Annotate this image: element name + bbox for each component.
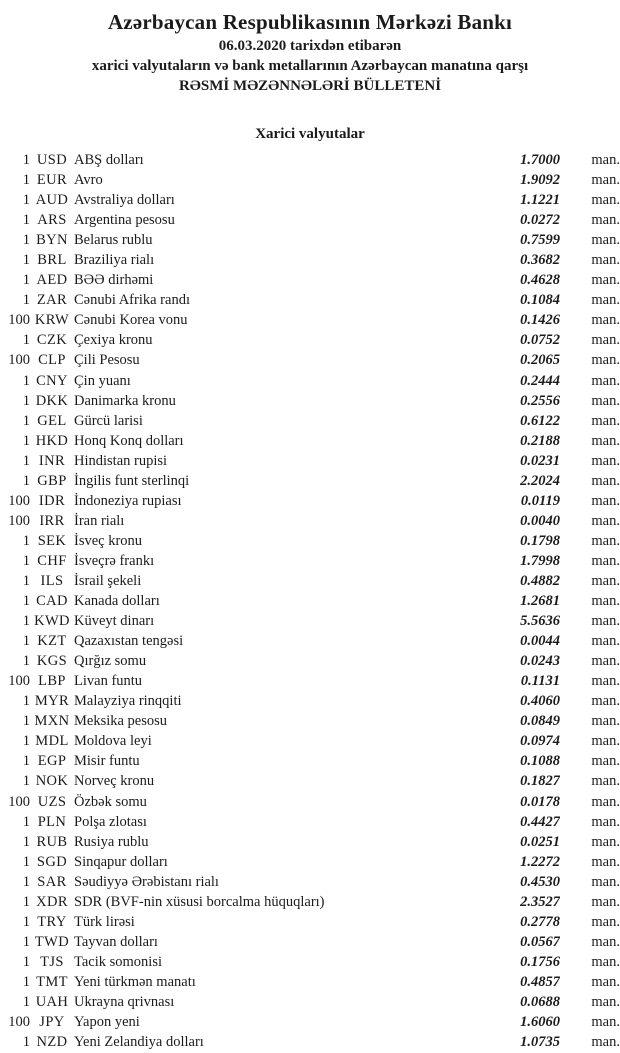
currency-code: UAH: [35, 993, 69, 1010]
unit-label: man.: [591, 272, 620, 289]
rate-row: [0, 832, 620, 852]
currency-code: ARS: [37, 212, 67, 229]
currency-name: Misir funtu: [74, 753, 140, 770]
rate-row: [0, 932, 620, 952]
rate-value: 1.9092: [520, 172, 560, 189]
rate-row: [0, 491, 620, 511]
unit-label: man.: [591, 372, 620, 389]
currency-code: JPY: [39, 1014, 65, 1031]
unit-label: man.: [591, 773, 620, 790]
unit-label: man.: [591, 893, 620, 910]
exchange-rates-table: [0, 150, 620, 1052]
currency-name: Türk lirəsi: [74, 913, 135, 930]
currency-code: ZAR: [36, 292, 68, 309]
bank-title: Azərbaycan Respublikasının Mərkəzi Bankı: [107, 10, 513, 34]
currency-code: TRY: [37, 913, 67, 930]
currency-code: DKK: [35, 392, 69, 409]
currency-code: BRL: [37, 252, 67, 269]
unit-label: man.: [591, 933, 620, 950]
rate-row: [0, 230, 620, 250]
currency-code: XDR: [36, 893, 68, 910]
currency-name: Çexiya kronu: [74, 332, 153, 349]
currency-name: İndoneziya rupiası: [74, 492, 182, 509]
currency-quantity: 1: [22, 532, 30, 549]
unit-label: man.: [591, 953, 620, 970]
currency-quantity: 1: [22, 873, 30, 890]
currency-quantity: 1: [22, 152, 30, 168]
currency-quantity: 1: [22, 973, 30, 990]
unit-label: man.: [591, 492, 620, 509]
currency-code: INR: [38, 452, 66, 469]
unit-label: man.: [591, 252, 620, 269]
currency-quantity: 1: [22, 1034, 30, 1051]
rate-row: [0, 912, 620, 932]
currency-name: Qazaxıstan tengəsi: [74, 633, 184, 650]
currency-code: KRW: [34, 312, 70, 329]
currency-name: Malayziya rinqqiti: [74, 693, 182, 710]
rate-value: 0.0251: [520, 833, 560, 850]
currency-code: AUD: [35, 192, 69, 209]
currency-quantity: 1: [22, 232, 30, 249]
currency-code: RUB: [36, 833, 68, 850]
unit-label: man.: [591, 693, 620, 710]
rate-row: [0, 391, 620, 411]
rate-row: [0, 350, 620, 370]
rate-value: 0.0243: [520, 653, 560, 670]
currency-name: Yapon yeni: [74, 1014, 140, 1031]
rate-value: 0.1426: [520, 312, 560, 329]
unit-label: man.: [591, 432, 620, 449]
unit-label: man.: [591, 593, 620, 610]
currency-quantity: 1: [22, 753, 30, 770]
rate-value: 2.2024: [520, 472, 560, 489]
currency-name: Moldova leyi: [74, 733, 152, 750]
rate-row: [0, 250, 620, 270]
unit-label: man.: [591, 572, 620, 589]
rate-row: [0, 210, 620, 230]
unit-label: man.: [591, 472, 620, 489]
rate-row: [0, 571, 620, 591]
currency-quantity: 1: [22, 252, 30, 269]
rate-value: 1.7000: [520, 152, 560, 168]
rate-value: 0.3682: [520, 252, 560, 269]
rate-row: [0, 892, 620, 912]
rate-value: 0.0044: [520, 633, 560, 650]
rate-value: 0.1131: [520, 673, 560, 690]
currency-name: Braziliya rialı: [74, 252, 155, 269]
unit-label: man.: [591, 1014, 620, 1031]
currency-quantity: 1: [22, 412, 30, 429]
rate-value: 0.2778: [520, 913, 560, 930]
unit-label: man.: [591, 1034, 620, 1051]
currency-code: IRR: [39, 512, 65, 529]
currency-name: Honq Konq dolları: [74, 432, 184, 449]
rate-row: [0, 651, 620, 671]
rate-value: 0.0272: [520, 212, 560, 229]
currency-code: KWD: [34, 613, 70, 630]
currency-name: İran rialı: [74, 512, 125, 529]
currency-quantity: 100: [8, 793, 30, 810]
currency-quantity: 1: [22, 953, 30, 970]
currency-name: Norveç kronu: [74, 773, 155, 790]
rate-value: 0.0688: [520, 993, 560, 1010]
rate-value: 1.6060: [520, 1014, 560, 1031]
currency-quantity: 1: [22, 893, 30, 910]
currency-name: Sinqapur dolları: [74, 853, 168, 870]
currency-name: İsrail şekeli: [74, 572, 142, 589]
unit-label: man.: [591, 192, 620, 209]
currency-quantity: 1: [22, 192, 30, 209]
currency-name: SDR (BVF-nin xüsusi borcalma hüquqları): [74, 893, 325, 910]
rate-value: 0.2188: [520, 432, 560, 449]
currency-quantity: 1: [22, 452, 30, 469]
rate-value: 2.3527: [520, 893, 560, 910]
currency-code: TWD: [34, 933, 70, 950]
currency-quantity: 1: [22, 993, 30, 1010]
currency-name: Belarus rublu: [74, 232, 153, 249]
currency-code: BYN: [36, 232, 68, 249]
currency-code: USD: [36, 152, 68, 168]
rate-row: [0, 310, 620, 330]
currency-quantity: 1: [22, 572, 30, 589]
rate-value: 0.1827: [520, 773, 560, 790]
currency-quantity: 1: [22, 472, 30, 489]
unit-label: man.: [591, 653, 620, 670]
currency-code: CAD: [36, 593, 68, 610]
currency-code: EUR: [36, 172, 68, 189]
rate-row: [0, 170, 620, 190]
rate-value: 1.1221: [520, 192, 560, 209]
currency-name: Qırğız somu: [74, 653, 147, 670]
rate-value: 0.0974: [520, 733, 560, 750]
currency-name: Özbək somu: [74, 793, 147, 810]
currency-code: TJS: [40, 953, 64, 970]
unit-label: man.: [591, 673, 620, 690]
currency-name: BƏƏ dirhəmi: [74, 272, 154, 289]
rate-row: [0, 431, 620, 451]
currency-name: Argentina pesosu: [74, 212, 175, 229]
currency-code: EGP: [37, 753, 67, 770]
rates-table-body: [0, 150, 620, 1052]
currency-quantity: 1: [22, 633, 30, 650]
currency-quantity: 100: [8, 352, 30, 369]
currency-name: ABŞ dolları: [74, 152, 144, 168]
rate-row: [0, 771, 620, 791]
currency-quantity: 100: [8, 312, 30, 329]
unit-label: man.: [591, 833, 620, 850]
unit-label: man.: [591, 733, 620, 750]
rate-row: [0, 270, 620, 290]
rate-row: [0, 972, 620, 992]
currency-quantity: 1: [22, 332, 30, 349]
rate-row: [0, 992, 620, 1012]
rate-row: [0, 671, 620, 691]
rate-value: 0.4530: [520, 873, 560, 890]
currency-code: GBP: [37, 472, 67, 489]
currency-quantity: 100: [8, 1014, 30, 1031]
currency-code: SAR: [37, 873, 67, 890]
currency-quantity: 1: [22, 172, 30, 189]
currency-code: CNY: [36, 372, 68, 389]
currency-name: Çin yuanı: [74, 372, 131, 389]
currency-code: NZD: [36, 1034, 68, 1051]
currency-name: Gürcü larisi: [74, 412, 143, 429]
currency-code: CLP: [38, 352, 66, 369]
unit-label: man.: [591, 212, 620, 229]
currency-name: Tayvan dolları: [74, 933, 158, 950]
rate-value: 0.0567: [520, 933, 560, 950]
rate-value: 0.4427: [520, 813, 560, 830]
rate-row: [0, 711, 620, 731]
rate-row: [0, 531, 620, 551]
rate-row: [0, 150, 620, 170]
rate-row: [0, 952, 620, 972]
currency-quantity: 1: [22, 773, 30, 790]
currency-name: Cənubi Korea vonu: [74, 312, 188, 329]
currency-code: CZK: [36, 332, 68, 349]
rate-row: [0, 631, 620, 651]
section-title-foreign-currencies: Xarici valyutalar: [255, 126, 365, 142]
currency-name: Səudiyyə Ərəbistanı rialı: [74, 873, 219, 890]
currency-quantity: 1: [22, 813, 30, 830]
rate-value: 0.0040: [520, 512, 560, 529]
currency-quantity: 100: [8, 512, 30, 529]
currency-quantity: 1: [22, 833, 30, 850]
currency-code: KGS: [36, 653, 68, 670]
rate-value: 1.2681: [520, 593, 560, 610]
unit-label: man.: [591, 452, 620, 469]
effective-date-line: 06.03.2020 tarixdən etibarən: [218, 38, 402, 54]
rate-row: [0, 611, 620, 631]
currency-quantity: 1: [22, 913, 30, 930]
rate-row: [0, 551, 620, 571]
rate-value: 0.2065: [520, 352, 560, 369]
rate-value: 1.7998: [520, 552, 560, 569]
rate-row: [0, 290, 620, 310]
unit-label: man.: [591, 633, 620, 650]
currency-code: ILS: [40, 572, 64, 589]
bulletin-title-line: RƏSMİ MƏZƏNNƏLƏRİ BÜLLETENİ: [178, 78, 442, 94]
unit-label: man.: [591, 753, 620, 770]
unit-label: man.: [591, 392, 620, 409]
rate-value: 0.1798: [520, 532, 560, 549]
currency-quantity: 1: [22, 653, 30, 670]
currency-name: Küveyt dinarı: [74, 613, 155, 630]
unit-label: man.: [591, 352, 620, 369]
rate-row: [0, 591, 620, 611]
currency-quantity: 1: [22, 552, 30, 569]
rate-row: [0, 511, 620, 531]
currency-name: Çili Pesosu: [74, 352, 140, 369]
unit-label: man.: [591, 913, 620, 930]
currency-code: LBP: [38, 673, 66, 690]
currency-code: MDL: [35, 733, 69, 750]
currency-quantity: 1: [22, 613, 30, 630]
rate-value: 0.0119: [520, 492, 560, 509]
currency-name: Yeni Zelandiya dolları: [74, 1034, 204, 1051]
currency-name: Ukrayna qrivnası: [74, 993, 175, 1010]
unit-label: man.: [591, 973, 620, 990]
currency-name: Avstraliya dolları: [74, 192, 175, 209]
rate-row: [0, 371, 620, 391]
unit-label: man.: [591, 332, 620, 349]
currency-code: PLN: [37, 813, 67, 830]
rate-row: [0, 1012, 620, 1032]
rate-value: 0.2556: [520, 392, 560, 409]
currency-name: Livan funtu: [74, 673, 143, 690]
rate-value: 0.6122: [520, 412, 560, 429]
currency-name: Tacik somonisi: [74, 953, 162, 970]
unit-label: man.: [591, 552, 620, 569]
currency-quantity: 1: [22, 372, 30, 389]
currency-code: SGD: [36, 853, 68, 870]
currency-code: UZS: [37, 793, 67, 810]
currency-name: İsveçrə frankı: [74, 552, 155, 569]
currency-name: Avro: [74, 172, 103, 189]
rate-row: [0, 812, 620, 832]
currency-code: GEL: [37, 412, 67, 429]
currency-quantity: 1: [22, 272, 30, 289]
rate-value: 0.7599: [520, 232, 560, 249]
unit-label: man.: [591, 993, 620, 1010]
rate-row: [0, 872, 620, 892]
currency-quantity: 1: [22, 292, 30, 309]
currency-code: NOK: [35, 773, 69, 790]
unit-label: man.: [591, 613, 620, 630]
currency-quantity: 1: [22, 933, 30, 950]
currency-quantity: 1: [22, 432, 30, 449]
rate-row: [0, 751, 620, 771]
unit-label: man.: [591, 853, 620, 870]
currency-name: Yeni türkmən manatı: [74, 973, 196, 990]
rate-value: 0.4628: [520, 272, 560, 289]
currency-code: CHF: [37, 552, 67, 569]
currency-quantity: 100: [8, 492, 30, 509]
rate-row: [0, 691, 620, 711]
unit-label: man.: [591, 813, 620, 830]
currency-name: Cənubi Afrika randı: [74, 292, 190, 309]
currency-name: İsveç kronu: [74, 532, 143, 549]
currency-quantity: 1: [22, 593, 30, 610]
unit-label: man.: [591, 232, 620, 249]
rate-row: [0, 451, 620, 471]
currency-quantity: 1: [22, 212, 30, 229]
currency-code: AED: [36, 272, 68, 289]
currency-name: Hindistan rupisi: [74, 452, 168, 469]
rate-row: [0, 411, 620, 431]
unit-label: man.: [591, 412, 620, 429]
rate-row: [0, 471, 620, 491]
unit-label: man.: [591, 152, 620, 168]
rate-value: 0.2444: [520, 372, 560, 389]
currency-quantity: 1: [22, 713, 30, 730]
unit-label: man.: [591, 312, 620, 329]
scope-line: xarici valyutaların və bank metallarının Azərbaycan manatına qarşı: [91, 58, 529, 74]
currency-code: IDR: [38, 492, 66, 509]
currency-code: MYR: [34, 693, 70, 710]
rate-value: 0.0231: [520, 452, 560, 469]
rate-value: 0.4060: [520, 693, 560, 710]
rate-value: 0.0178: [520, 793, 560, 810]
currency-name: Danimarka kronu: [74, 392, 176, 409]
currency-code: MXN: [34, 713, 70, 730]
rate-value: 0.4857: [520, 973, 560, 990]
currency-name: Kanada dolları: [74, 593, 160, 610]
rate-value: 0.4882: [520, 572, 560, 589]
rate-value: 0.1756: [520, 953, 560, 970]
rate-row: [0, 852, 620, 872]
rate-value: 5.5636: [520, 613, 560, 630]
currency-quantity: 100: [8, 673, 30, 690]
currency-name: İngilis funt sterlinqi: [74, 472, 190, 489]
rate-value: 1.0735: [520, 1034, 560, 1051]
bulletin-header: [0, 0, 620, 96]
currency-code: KZT: [37, 633, 67, 650]
currency-quantity: 1: [22, 392, 30, 409]
rate-value: 1.2272: [520, 853, 560, 870]
currency-quantity: 1: [22, 733, 30, 750]
unit-label: man.: [591, 512, 620, 529]
currency-name: Polşa zlotası: [74, 813, 147, 830]
currency-code: HKD: [35, 432, 69, 449]
currency-code: SEK: [37, 532, 67, 549]
unit-label: man.: [591, 873, 620, 890]
rate-row: [0, 1032, 620, 1052]
rate-row: [0, 731, 620, 751]
unit-label: man.: [591, 793, 620, 810]
currency-quantity: 1: [22, 853, 30, 870]
currency-name: Rusiya rublu: [74, 833, 149, 850]
currency-name: Meksika pesosu: [74, 713, 168, 730]
rate-value: 0.0752: [520, 332, 560, 349]
unit-label: man.: [591, 713, 620, 730]
currency-quantity: 1: [22, 693, 30, 710]
rate-row: [0, 330, 620, 350]
rate-row: [0, 190, 620, 210]
rate-value: 0.1088: [520, 753, 560, 770]
rate-value: 0.1084: [520, 292, 560, 309]
currency-code: TMT: [36, 973, 68, 990]
rate-row: [0, 792, 620, 812]
unit-label: man.: [591, 172, 620, 189]
rate-value: 0.0849: [520, 713, 560, 730]
unit-label: man.: [591, 532, 620, 549]
unit-label: man.: [591, 292, 620, 309]
